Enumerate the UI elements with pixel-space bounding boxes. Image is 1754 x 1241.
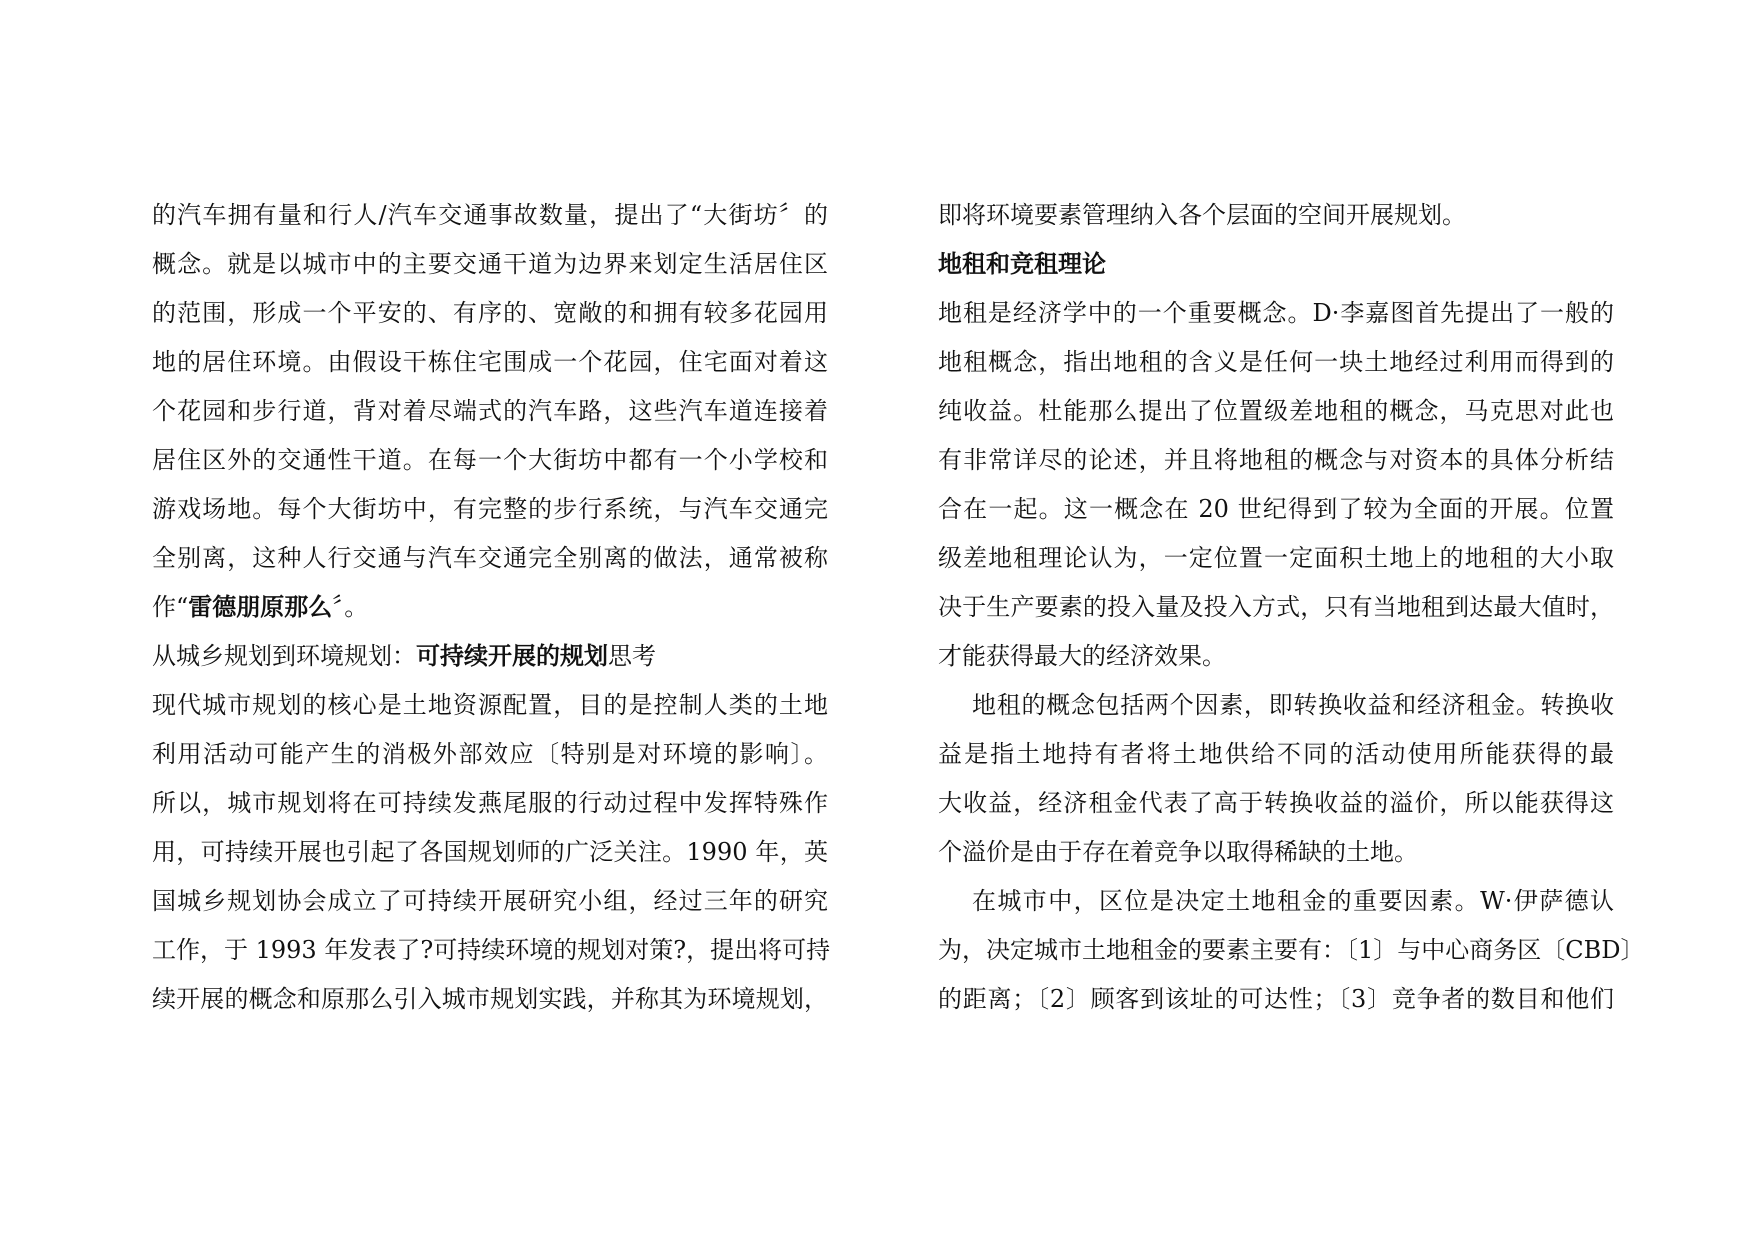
text-line: 个溢价是由于存在着竞争以取得稀缺的土地。 (938, 838, 1418, 866)
text-line: 用，可持续开展也引起了各国规划师的广泛关注。1990 年，英 (152, 838, 828, 866)
text-line: 决于生产要素的投入量及投入方式，只有当地租到达最大值时， (938, 593, 1614, 621)
text-line: 居住区外的交通性干道。在每一个大街坊中都有一个小学校和 (152, 446, 828, 474)
text-line-with-term (152, 583, 828, 632)
text-line: 所以，城市规划将在可持续发燕尾服的行动过程中发挥特殊作 (152, 789, 828, 817)
text-line: 个花园和步行道，背对着尽端式的汽车路，这些汽车道连接着 (152, 397, 828, 425)
text-line: 全别离，这种人行交通与汽车交通完全别离的做法，通常被称 (152, 544, 828, 572)
text-line: 地租是经济学中的一个重要概念。D·李嘉图首先提出了一般的 (938, 299, 1614, 327)
text-line: 地租概念，指出地租的含义是任何一块土地经过利用而得到的 (938, 348, 1614, 376)
term-suffix: 〞。 (332, 593, 369, 621)
text-line: 有非常详尽的论述，并且将地租的概念与对资本的具体分析结 (938, 446, 1614, 474)
text-line: 大收益，经济租金代表了高于转换收益的溢价，所以能获得这 (938, 789, 1614, 817)
text-line: 的范围，形成一个平安的、有序的、宽敞的和拥有较多花园用 (152, 299, 828, 327)
text-line: 游戏场地。每个大街坊中，有完整的步行系统，与汽车交通完 (152, 495, 828, 523)
text-line: 国城乡规划协会成立了可持续开展研究小组，经过三年的研究 (152, 887, 828, 915)
text-line: 益是指土地持有者将土地供给不同的活动使用所能获得的最 (938, 740, 1614, 768)
text-line: 工作，于 1993 年发表了?可持续环境的规划对策?，提出将可持 (152, 936, 831, 964)
right-column (938, 191, 1645, 1024)
text-line: 续开展的概念和原那么引入城市规划实践，并称其为环境规划， (152, 985, 828, 1013)
text-line: 的汽车拥有量和行人/汽车交通事故数量，提出了“大街坊〞的 (152, 201, 828, 229)
text-line: 才能获得最大的经济效果。 (938, 642, 1226, 670)
subheading-bold: 可持续开展的规划 (416, 642, 608, 670)
text-line: 概念。就是以城市中的主要交通干道为边界来划定生活居住区 (152, 250, 828, 278)
text-line: 地租的概念包括两个因素，即转换收益和经济租金。转换收 (972, 691, 1614, 719)
text-line: 级差地租理论认为，一定位置一定面积土地上的地租的大小取 (938, 544, 1614, 572)
text-line: 地的居住环境。由假设干栋住宅围成一个花园，住宅面对着这 (152, 348, 828, 376)
section-subheading (152, 632, 828, 681)
text-line: 即将环境要素管理纳入各个层面的空间开展规划。 (938, 201, 1466, 229)
text-line: 纯收益。杜能那么提出了位置级差地租的概念，马克思对此也 (938, 397, 1614, 425)
subheading-prefix: 从城乡规划到环境规划： (152, 642, 416, 670)
subheading-suffix: 思考 (608, 642, 656, 670)
text-line: 为，决定城市土地租金的要素主要有：〔1〕与中心商务区〔CBD〕 (938, 936, 1645, 964)
text-line: 的距离；〔2〕顾客到该址的可达性；〔3〕竞争者的数目和他们 (938, 985, 1614, 1013)
text-line: 合在一起。这一概念在 20 世纪得到了较为全面的开展。位置 (938, 495, 1614, 523)
term-radburn: 雷德朋原那么 (188, 593, 333, 621)
section-heading: 地租和竞租理论 (938, 250, 1106, 278)
text-line: 利用活动可能产生的消极外部效应〔特别是对环境的影响〕。 (152, 740, 828, 768)
text-line: 在城市中，区位是决定土地租金的重要因素。W·伊萨德认 (972, 887, 1614, 915)
left-column (152, 191, 831, 1024)
term-prefix: 作“ (152, 593, 189, 621)
text-line: 现代城市规划的核心是土地资源配置，目的是控制人类的土地 (152, 691, 828, 719)
